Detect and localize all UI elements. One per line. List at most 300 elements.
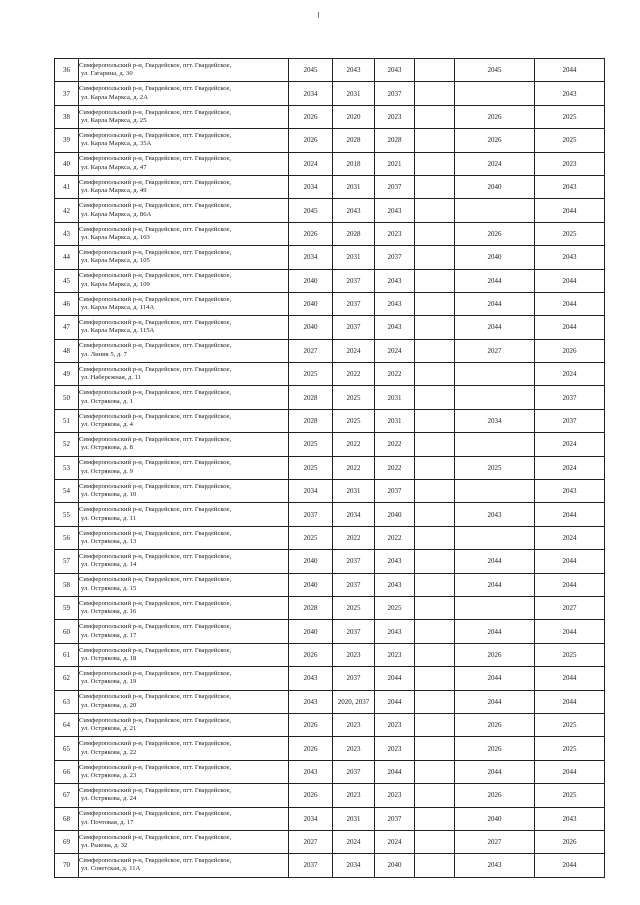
- year-cell-3: 2040: [375, 503, 415, 526]
- year-cell-4: [415, 199, 455, 222]
- year-cell-4: [415, 526, 455, 549]
- year-cell-5: 2025: [455, 456, 535, 479]
- year-cell-5: 2027: [455, 339, 535, 362]
- year-cell-2: 2031: [333, 175, 375, 198]
- address-line-2: ул. Острякова, д. 4: [81, 421, 133, 429]
- year-cell-6: 2024: [535, 456, 605, 479]
- address-line-1: Симферопольский р-н, Гвардейское, пгт. Гвардейское,: [79, 833, 232, 841]
- address-line-1: Симферопольский р-н, Гвардейское, пгт. Гвардейское,: [79, 786, 232, 794]
- year-cell-4: [415, 222, 455, 245]
- table-row: [55, 854, 605, 877]
- address-cell: [79, 596, 289, 619]
- table-row: [55, 573, 605, 596]
- year-cell-5: 2043: [455, 854, 535, 877]
- year-cell-4: [415, 713, 455, 736]
- year-cell-3: 2043: [375, 620, 415, 643]
- year-cell-2: 2018: [333, 152, 375, 175]
- year-cell-6: 2044: [535, 854, 605, 877]
- year-cell-2: 2023: [333, 784, 375, 807]
- year-cell-2: 2024: [333, 339, 375, 362]
- address-line-1: Симферопольский р-н, Гвардейское, пгт. Гвардейское,: [79, 412, 232, 420]
- row-number: 63: [55, 690, 79, 713]
- address-line-2: ул. Острякова, д. 22: [81, 748, 137, 756]
- address-line-1: Симферопольский р-н, Гвардейское, пгт. Гвардейское,: [79, 319, 232, 327]
- year-cell-4: [415, 175, 455, 198]
- row-number: 54: [55, 480, 79, 503]
- year-cell-1: 2034: [289, 807, 333, 830]
- row-number: 59: [55, 596, 79, 619]
- address-line-2: ул. Острякова, д. 1: [81, 397, 133, 405]
- address-cell: [79, 222, 289, 245]
- year-cell-1: 2025: [289, 433, 333, 456]
- year-cell-5: 2044: [455, 292, 535, 315]
- address-cell: [79, 690, 289, 713]
- address-line-2: ул. Карла Маркса, д. 109: [81, 280, 150, 288]
- year-cell-1: 2034: [289, 82, 333, 105]
- address-cell: [79, 503, 289, 526]
- year-cell-1: 2037: [289, 854, 333, 877]
- year-cell-3: 2043: [375, 573, 415, 596]
- table-row: [55, 386, 605, 409]
- address-line-1: Симферопольский р-н, Гвардейское, пгт. Гвардейское,: [79, 85, 232, 93]
- address-line-2: ул. Острякова, д. 11: [81, 514, 136, 522]
- year-cell-4: [415, 246, 455, 269]
- year-cell-5: 2026: [455, 784, 535, 807]
- year-cell-2: 2031: [333, 82, 375, 105]
- year-cell-4: [415, 105, 455, 128]
- address-line-2: ул. Советская, д. 11А: [81, 865, 141, 873]
- year-cell-5: 2040: [455, 175, 535, 198]
- table-row: [55, 596, 605, 619]
- row-number: 46: [55, 292, 79, 315]
- year-cell-4: [415, 784, 455, 807]
- year-cell-3: 2021: [375, 152, 415, 175]
- address-cell: [79, 129, 289, 152]
- year-cell-3: 2037: [375, 82, 415, 105]
- year-cell-3: 2043: [375, 59, 415, 82]
- table-row: [55, 292, 605, 315]
- year-cell-6: 2044: [535, 59, 605, 82]
- address-cell: [79, 713, 289, 736]
- address-line-2: ул. Острякова, д. 15: [81, 584, 137, 592]
- year-cell-2: 2022: [333, 456, 375, 479]
- year-cell-5: [455, 82, 535, 105]
- year-cell-3: 2022: [375, 526, 415, 549]
- year-cell-5: 2044: [455, 316, 535, 339]
- year-cell-4: [415, 386, 455, 409]
- table-row: [55, 199, 605, 222]
- year-cell-6: 2025: [535, 784, 605, 807]
- year-cell-5: 2044: [455, 269, 535, 292]
- row-number: 68: [55, 807, 79, 830]
- year-cell-2: 2022: [333, 433, 375, 456]
- year-cell-6: 2043: [535, 246, 605, 269]
- year-cell-3: 2031: [375, 386, 415, 409]
- year-cell-1: 2026: [289, 222, 333, 245]
- year-cell-2: 2023: [333, 643, 375, 666]
- address-line-2: ул. Острякова, д. 13: [81, 538, 137, 545]
- address-cell: [79, 760, 289, 783]
- year-cell-1: 2025: [289, 456, 333, 479]
- year-cell-3: 2023: [375, 105, 415, 128]
- address-line-1: Симферопольский р-н, Гвардейское, пгт. Гвардейское,: [79, 857, 232, 865]
- year-cell-1: 2040: [289, 292, 333, 315]
- address-line-2: ул. Острякова, д. 18: [81, 654, 137, 662]
- address-cell: [79, 854, 289, 877]
- row-number: 62: [55, 667, 79, 690]
- row-number: 60: [55, 620, 79, 643]
- year-cell-4: [415, 59, 455, 82]
- year-cell-5: 2034: [455, 409, 535, 432]
- address-cell: [79, 480, 289, 503]
- address-cell: [79, 620, 289, 643]
- row-number: 45: [55, 269, 79, 292]
- address-cell: [79, 59, 289, 82]
- row-number: 51: [55, 409, 79, 432]
- year-cell-2: 2028: [333, 222, 375, 245]
- year-cell-2: 2028: [333, 129, 375, 152]
- year-cell-6: 2044: [535, 503, 605, 526]
- row-number: 57: [55, 550, 79, 573]
- year-cell-2: 2020: [333, 105, 375, 128]
- address-line-2: ул. Карла Маркса, д. 114А: [81, 304, 155, 312]
- table-row: [55, 316, 605, 339]
- row-number: 58: [55, 573, 79, 596]
- address-line-1: Симферопольский р-н, Гвардейское, пгт. Гвардейское,: [79, 482, 232, 490]
- row-number: 43: [55, 222, 79, 245]
- row-number: 64: [55, 713, 79, 736]
- year-cell-6: 2025: [535, 105, 605, 128]
- address-line-1: Симферопольский р-н, Гвардейское, пгт. Гвардейское,: [79, 178, 232, 186]
- address-line-1: Симферопольский р-н, Гвардейское, пгт. Гвардейское,: [79, 693, 232, 701]
- year-cell-4: [415, 620, 455, 643]
- year-cell-6: 2026: [535, 830, 605, 853]
- address-line-1: Симферопольский р-н, Гвардейское, пгт. Гвардейское,: [79, 155, 232, 163]
- year-cell-2: 2037: [333, 667, 375, 690]
- address-cell: [79, 409, 289, 432]
- year-cell-5: 2026: [455, 737, 535, 760]
- table-row: [55, 105, 605, 128]
- address-cell: [79, 456, 289, 479]
- year-cell-3: 2022: [375, 456, 415, 479]
- table-row: [55, 713, 605, 736]
- address-cell: [79, 737, 289, 760]
- address-line-1: Симферопольский р-н, Гвардейское, пгт. Гвардейское,: [79, 646, 232, 654]
- address-line-1: Симферопольский р-н, Гвардейское, пгт. Гвардейское,: [79, 225, 232, 233]
- year-cell-6: 2025: [535, 643, 605, 666]
- year-cell-1: 2034: [289, 246, 333, 269]
- year-cell-4: [415, 830, 455, 853]
- address-line-2: ул. Острякова, д. 24: [81, 795, 137, 803]
- row-number: 67: [55, 784, 79, 807]
- year-cell-2: 2034: [333, 854, 375, 877]
- year-cell-2: 2037: [333, 760, 375, 783]
- table-row: [55, 807, 605, 830]
- table-row: [55, 433, 605, 456]
- year-cell-4: [415, 339, 455, 362]
- address-line-1: Симферопольский р-н, Гвардейское, пгт. Гвардейское,: [79, 459, 232, 467]
- table-row: [55, 690, 605, 713]
- address-line-1: Симферопольский р-н, Гвардейское, пгт. Гвардейское,: [79, 389, 232, 397]
- year-cell-5: 2044: [455, 573, 535, 596]
- address-line-1: Симферопольский р-н, Гвардейское, пгт. Гвардейское,: [79, 436, 232, 444]
- address-cell: [79, 573, 289, 596]
- year-cell-6: 2044: [535, 199, 605, 222]
- table-row: [55, 175, 605, 198]
- year-cell-5: [455, 433, 535, 456]
- address-line-2: ул. Набережная, д. 11: [81, 374, 142, 382]
- year-cell-1: 2034: [289, 175, 333, 198]
- address-cell: [79, 199, 289, 222]
- address-cell: [79, 175, 289, 198]
- address-line-1: Симферопольский р-н, Гвардейское, пгт. Гвардейское,: [79, 365, 232, 373]
- year-cell-4: [415, 807, 455, 830]
- address-cell: [79, 526, 289, 549]
- year-cell-6: 2044: [535, 292, 605, 315]
- year-cell-6: 2037: [535, 386, 605, 409]
- year-cell-4: [415, 316, 455, 339]
- row-number: 44: [55, 246, 79, 269]
- year-cell-1: 2026: [289, 643, 333, 666]
- year-cell-5: [455, 596, 535, 619]
- year-cell-2: 2025: [333, 409, 375, 432]
- table-row: [55, 456, 605, 479]
- year-cell-2: 2034: [333, 503, 375, 526]
- address-line-1: Симферопольский р-н, Гвардейское, пгт. Гвардейское,: [79, 108, 232, 116]
- year-cell-2: 2031: [333, 480, 375, 503]
- year-cell-2: 2037: [333, 620, 375, 643]
- year-cell-4: [415, 129, 455, 152]
- row-number: 56: [55, 526, 79, 549]
- year-cell-1: 2040: [289, 550, 333, 573]
- address-cell: [79, 105, 289, 128]
- year-cell-5: 2044: [455, 550, 535, 573]
- year-cell-3: 2043: [375, 292, 415, 315]
- year-cell-6: 2043: [535, 175, 605, 198]
- year-cell-3: 2037: [375, 246, 415, 269]
- table-row: [55, 269, 605, 292]
- row-number: 39: [55, 129, 79, 152]
- year-cell-5: 2026: [455, 643, 535, 666]
- table-row: [55, 620, 605, 643]
- row-number: 47: [55, 316, 79, 339]
- row-number: 37: [55, 82, 79, 105]
- year-cell-1: 2026: [289, 129, 333, 152]
- year-cell-6: 2044: [535, 550, 605, 573]
- year-cell-3: 2023: [375, 643, 415, 666]
- year-cell-2: 2023: [333, 737, 375, 760]
- address-line-2: ул. Карла Маркса, д. 105: [81, 257, 150, 265]
- address-cell: [79, 246, 289, 269]
- year-cell-3: 2040: [375, 854, 415, 877]
- year-cell-4: [415, 480, 455, 503]
- year-cell-6: 2037: [535, 409, 605, 432]
- address-line-2: ул. Острякова, д. 14: [81, 561, 137, 569]
- year-cell-1: 2045: [289, 199, 333, 222]
- year-cell-1: 2043: [289, 690, 333, 713]
- table-row: [55, 667, 605, 690]
- address-line-2: ул. Острякова, д. 21: [81, 725, 137, 733]
- address-cell: [79, 292, 289, 315]
- address-line-1: Симферопольский р-н, Гвардейское, пгт. Гвардейское,: [79, 61, 232, 69]
- row-number: 50: [55, 386, 79, 409]
- address-cell: [79, 269, 289, 292]
- address-cell: [79, 363, 289, 386]
- year-cell-3: 2022: [375, 363, 415, 386]
- year-cell-3: 2043: [375, 199, 415, 222]
- year-cell-1: 2045: [289, 59, 333, 82]
- year-cell-4: [415, 456, 455, 479]
- address-cell: [79, 386, 289, 409]
- year-cell-4: [415, 503, 455, 526]
- year-cell-6: 2024: [535, 363, 605, 386]
- address-cell: [79, 339, 289, 362]
- year-cell-2: 2022: [333, 526, 375, 549]
- year-cell-3: 2043: [375, 316, 415, 339]
- row-number: 61: [55, 643, 79, 666]
- address-cell: [79, 643, 289, 666]
- year-cell-3: 2023: [375, 737, 415, 760]
- address-line-2: ул. Линия 5, д. 7: [81, 350, 127, 358]
- year-cell-1: 2024: [289, 152, 333, 175]
- address-line-2: ул. Острякова, д. 23: [81, 771, 137, 779]
- row-number: 40: [55, 152, 79, 175]
- year-cell-4: [415, 760, 455, 783]
- address-line-1: Симферопольский р-н, Гвардейское, пгт. Гвардейское,: [79, 529, 232, 537]
- year-cell-6: 2025: [535, 129, 605, 152]
- year-cell-5: 2026: [455, 222, 535, 245]
- year-cell-4: [415, 363, 455, 386]
- year-cell-2: 2037: [333, 269, 375, 292]
- year-cell-5: 2045: [455, 59, 535, 82]
- scan-mark: [318, 12, 319, 18]
- year-cell-4: [415, 433, 455, 456]
- year-cell-3: 2043: [375, 550, 415, 573]
- year-cell-6: 2044: [535, 690, 605, 713]
- address-cell: [79, 550, 289, 573]
- table-row: [55, 830, 605, 853]
- year-cell-6: 2043: [535, 807, 605, 830]
- year-cell-1: 2040: [289, 269, 333, 292]
- address-line-1: Симферопольский р-н, Гвардейское, пгт. Гвардейское,: [79, 623, 232, 631]
- year-cell-1: 2043: [289, 760, 333, 783]
- year-cell-3: 2037: [375, 807, 415, 830]
- year-cell-6: 2023: [535, 152, 605, 175]
- year-cell-2: 2025: [333, 596, 375, 619]
- year-cell-3: 2028: [375, 129, 415, 152]
- year-cell-1: 2034: [289, 480, 333, 503]
- year-cell-1: 2028: [289, 386, 333, 409]
- year-cell-6: 2043: [535, 82, 605, 105]
- row-number: 52: [55, 433, 79, 456]
- year-cell-1: 2040: [289, 620, 333, 643]
- address-line-1: Симферопольский р-н, Гвардейское, пгт. Гвардейское,: [79, 248, 232, 256]
- address-cell: [79, 316, 289, 339]
- year-cell-3: 2044: [375, 760, 415, 783]
- address-line-2: ул. Почтовая, д. 17: [81, 818, 134, 826]
- year-cell-1: 2026: [289, 737, 333, 760]
- year-cell-5: 2026: [455, 713, 535, 736]
- year-cell-5: 2026: [455, 105, 535, 128]
- year-cell-2: 2024: [333, 830, 375, 853]
- year-cell-5: 2044: [455, 690, 535, 713]
- year-cell-5: [455, 386, 535, 409]
- year-cell-2: 2037: [333, 316, 375, 339]
- year-cell-3: 2023: [375, 222, 415, 245]
- table-row: [55, 784, 605, 807]
- year-cell-1: 2040: [289, 573, 333, 596]
- year-cell-1: 2027: [289, 830, 333, 853]
- year-cell-1: 2025: [289, 526, 333, 549]
- table-row: [55, 503, 605, 526]
- table-row: [55, 480, 605, 503]
- year-cell-2: 2043: [333, 199, 375, 222]
- year-cell-3: 2044: [375, 667, 415, 690]
- year-cell-2: 2037: [333, 573, 375, 596]
- address-line-1: Симферопольский р-н, Гвардейское, пгт. Гвардейское,: [79, 131, 232, 139]
- year-cell-5: [455, 526, 535, 549]
- address-cell: [79, 82, 289, 105]
- year-cell-1: 2026: [289, 784, 333, 807]
- table-row: [55, 59, 605, 82]
- year-cell-4: [415, 690, 455, 713]
- address-line-2: ул. Карла Маркса, д. 49: [81, 187, 147, 195]
- table-row: [55, 737, 605, 760]
- address-line-2: ул. Карла Маркса, д. 103: [81, 233, 150, 241]
- address-line-1: Симферопольский р-н, Гвардейское, пгт. Гвардейское,: [79, 552, 232, 560]
- year-cell-4: [415, 737, 455, 760]
- address-line-1: Симферопольский р-н, Гвардейское, пгт. Гвардейское,: [79, 599, 232, 607]
- year-cell-2: 2037: [333, 550, 375, 573]
- year-cell-1: 2043: [289, 667, 333, 690]
- address-line-1: Симферопольский р-н, Гвардейское, пгт. Гвардейское,: [79, 740, 232, 748]
- table-row: [55, 129, 605, 152]
- year-cell-3: 2022: [375, 433, 415, 456]
- address-line-1: Симферопольский р-н, Гвардейское, пгт. Гвардейское,: [79, 202, 232, 210]
- year-cell-1: 2028: [289, 596, 333, 619]
- year-cell-3: 2025: [375, 596, 415, 619]
- year-cell-1: 2040: [289, 316, 333, 339]
- year-cell-2: 2022: [333, 363, 375, 386]
- year-cell-3: 2024: [375, 339, 415, 362]
- table-row: [55, 526, 605, 549]
- address-line-2: ул. Гагарина, д. 30: [81, 70, 133, 78]
- year-cell-4: [415, 643, 455, 666]
- year-cell-3: 2031: [375, 409, 415, 432]
- row-number: 55: [55, 503, 79, 526]
- year-cell-6: 2044: [535, 620, 605, 643]
- year-cell-3: 2043: [375, 269, 415, 292]
- address-line-2: ул. Рыкова, д. 32: [81, 842, 128, 850]
- year-cell-4: [415, 152, 455, 175]
- year-cell-2: 2025: [333, 386, 375, 409]
- address-line-2: ул. Карла Маркса, д. 115А: [81, 327, 155, 335]
- year-cell-6: 2025: [535, 713, 605, 736]
- address-line-1: Симферопольский р-н, Гвардейское, пгт. Гвардейское,: [79, 763, 232, 771]
- table-row: [55, 82, 605, 105]
- year-cell-5: 2040: [455, 807, 535, 830]
- address-line-1: Симферопольский р-н, Гвардейское, пгт. Гвардейское,: [79, 342, 232, 350]
- year-cell-6: 2025: [535, 737, 605, 760]
- year-cell-6: 2044: [535, 760, 605, 783]
- address-line-1: Симферопольский р-н, Гвардейское, пгт. Гвардейское,: [79, 272, 232, 280]
- year-cell-4: [415, 82, 455, 105]
- year-cell-4: [415, 550, 455, 573]
- year-cell-6: 2027: [535, 596, 605, 619]
- address-line-1: Симферопольский р-н, Гвардейское, пгт. Гвардейское,: [79, 506, 232, 514]
- address-line-2: ул. Острякова, д. 9: [81, 467, 133, 475]
- year-cell-4: [415, 409, 455, 432]
